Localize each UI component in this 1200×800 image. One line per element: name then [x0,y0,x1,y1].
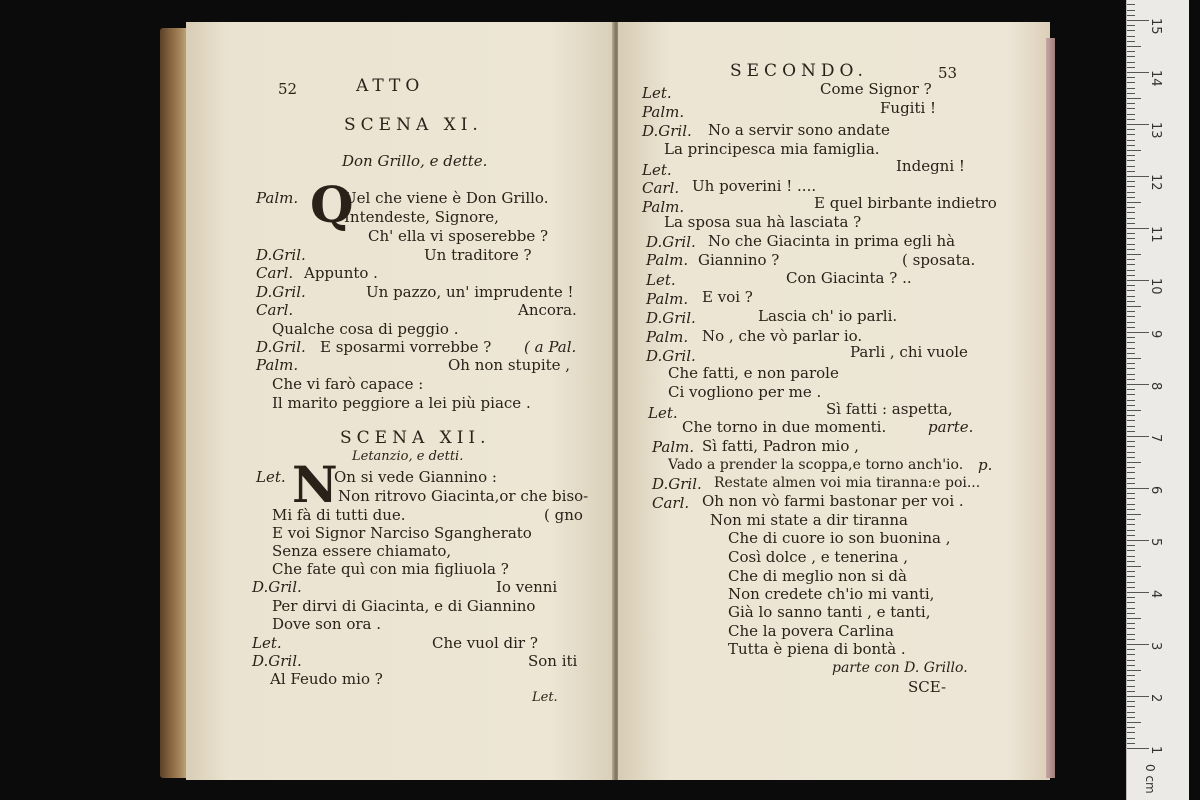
ruler-tick [1127,93,1135,94]
ruler-tick [1127,249,1135,250]
ruler-tick [1127,119,1135,120]
ruler-tick [1127,530,1135,531]
ruler-tick [1127,426,1135,427]
verse-line: Parli , chi vuole [850,343,968,361]
ruler-tick [1127,660,1135,661]
ruler-number: 4 [1148,590,1163,599]
ruler-tick [1127,545,1135,546]
ruler-tick [1127,114,1135,115]
ruler-tick [1127,748,1149,749]
ruler-tick [1127,394,1135,395]
verse-line: Oh non vò farmi bastonar per voi . [702,492,964,510]
verse-line: Vado a prender la scoppa,e torno anch'io. [668,457,964,473]
ruler-tick [1127,571,1135,572]
speaker: Palm. [652,438,695,456]
verse-line: Giannino ? [698,251,780,269]
ruler-tick [1127,680,1135,681]
ruler-tick [1127,623,1135,624]
speaker: Palm. [646,251,689,269]
ruler-number: 3 [1148,642,1163,651]
verse-line: Lascia ch' io parli. [758,307,898,325]
ruler-tick [1127,166,1135,167]
verse-line: Dove son ora . [272,615,382,633]
ruler-tick [1127,540,1149,541]
speaker: Carl. [256,301,294,319]
verse-line: ( gno [544,506,583,524]
ruler-tick [1127,77,1135,78]
ruler-tick [1127,670,1141,671]
ruler-tick [1127,644,1149,645]
ruler-tick [1127,597,1135,598]
ruler-tick [1127,348,1135,349]
ruler-tick [1127,415,1135,416]
ruler-tick [1127,639,1135,640]
ruler-tick [1127,4,1135,5]
ruler-tick [1127,524,1135,525]
verse-line: Che di cuore io son buonina , [728,529,951,547]
ruler-tick [1127,62,1135,63]
ruler-tick [1127,322,1135,323]
ruler-tick [1127,587,1135,588]
verse-line: Sì fatti, Padron mio , [702,437,859,455]
page-number: 52 [278,80,298,98]
verse-line: E quel birbante indietro [814,194,997,212]
speaker: Let. [252,634,282,652]
ruler-tick [1127,337,1135,338]
verse-line: E sposarmi vorrebbe ? [320,338,492,356]
verse-line: Che vi farò capace : [272,375,424,393]
verse-line: Ci vogliono per me . [668,383,822,401]
verse-line: On si vede Giannino : [334,468,497,486]
verse-line: Già lo sanno tanti , e tanti, [728,603,931,621]
speaker: Palm. [646,290,689,308]
ruler-tick [1127,566,1141,567]
speaker: Let. [642,161,672,179]
verse-line: Mi fà di tutti due. [272,506,406,524]
ruler-tick [1127,727,1135,728]
ruler-tick [1127,327,1135,328]
ruler-tick [1127,181,1135,182]
ruler-tick [1127,400,1135,401]
ruler-tick [1127,608,1135,609]
speaker: Carl. [642,179,680,197]
verse-line: Così dolce , e tenerina , [728,548,908,566]
verse-line: Qualche cosa di peggio . [272,320,459,338]
ruler-tick [1127,717,1135,718]
stage-direction: parte con D. Grillo. [832,660,968,676]
speaker: Palm. [642,103,685,121]
speaker: Let. [256,468,286,486]
drop-cap: Q [310,175,354,234]
ruler-tick [1127,56,1135,57]
ruler-tick [1127,368,1135,369]
ruler-number: 2 [1148,694,1163,703]
ruler-tick [1127,316,1135,317]
catchword: Let. [532,690,558,705]
ruler-tick [1127,238,1135,239]
ruler-tick [1127,519,1135,520]
scene-heading: SCENA XI. [344,115,483,135]
speaker: Let. [648,404,678,422]
ruler-tick [1127,696,1149,697]
speaker: Carl. [256,264,294,282]
ruler-tick [1127,488,1149,489]
ruler-number: 11 [1148,226,1163,243]
ruler-tick [1127,514,1141,515]
ruler-tick [1127,202,1141,203]
ruler-tick [1127,431,1135,432]
ruler-tick [1127,613,1135,614]
verse-line: Appunto . [304,264,378,282]
ruler-tick [1127,207,1135,208]
ruler-tick [1127,353,1135,354]
verse-line: Che fatti, e non parole [668,364,839,382]
ruler-tick [1127,649,1135,650]
ruler-tick [1127,25,1135,26]
verse-line: La sposa sua hà lasciata ? [664,213,862,231]
verse-line: Senza essere chiamato, [272,542,452,560]
ruler-number: 13 [1148,122,1163,139]
ruler-tick [1127,602,1135,603]
verse-line: Non credete ch'io mi vanti, [728,585,935,603]
ruler-tick [1127,228,1149,229]
ruler-tick [1127,254,1141,255]
verse-line: Che fate quì con mia figliuola ? [272,560,509,578]
ruler-tick [1127,197,1135,198]
scene-characters: Don Grillo, e dette. [342,152,488,170]
ruler-tick [1127,311,1135,312]
verse-line: Non ritrovo Giacinta,or che biso- [338,487,589,505]
ruler-tick [1127,618,1141,619]
ruler-tick [1127,186,1135,187]
ruler-tick [1127,103,1135,104]
verse-line: Un pazzo, un' imprudente ! [366,283,574,301]
speaker: D.Gril. [256,338,306,356]
speaker: D.Gril. [652,475,702,493]
verse-line: Uel che viene è Don Grillo. [344,189,549,207]
verse-line: Restate almen voi mia tiranna:e poi... [714,475,981,491]
verse-line: ( sposata. [902,251,976,269]
verse-line: Al Feudo mio ? [270,670,383,688]
ruler-tick [1127,342,1135,343]
verse-line: Un traditore ? [424,246,532,264]
ruler-tick [1127,582,1135,583]
open-book [160,22,1055,780]
ruler-tick [1127,446,1135,447]
ruler-tick [1127,176,1149,177]
verse-line: Che vuol dir ? [432,634,538,652]
ruler-tick [1127,374,1135,375]
ruler-tick [1127,171,1135,172]
ruler-tick [1127,155,1135,156]
ruler-tick [1127,134,1135,135]
ruler-tick [1127,504,1135,505]
ruler-tick [1127,738,1135,739]
ruler-tick [1127,457,1135,458]
ruler-tick [1127,98,1141,99]
ruler-tick [1127,701,1135,702]
ruler-tick [1127,706,1135,707]
ruler-tick [1127,192,1135,193]
right-page [618,22,1050,780]
ruler-tick [1127,634,1135,635]
ruler-tick [1127,556,1135,557]
ruler-tick [1127,576,1135,577]
ruler-tick [1127,675,1135,676]
ruler-tick [1127,550,1135,551]
ruler-tick [1127,30,1135,31]
ruler-tick [1127,218,1135,219]
ruler-tick [1127,498,1135,499]
ruler-tick [1127,15,1135,16]
ruler-tick [1127,483,1135,484]
book-fore-edge [1046,38,1055,778]
running-header: ATTO [356,76,425,96]
stage-direction: ( a Pal. [524,338,577,356]
verse-line: Il marito peggiore a lei più piace . [272,394,531,412]
stage-direction: parte. [928,418,974,436]
ruler-tick [1127,270,1135,271]
speaker: D.Gril. [256,283,306,301]
speaker: Palm. [256,189,299,207]
ruler-tick [1127,628,1135,629]
verse-line: Che la povera Carlina [728,622,894,640]
verse-line: Son iti [528,652,578,670]
speaker: D.Gril. [252,652,302,670]
ruler-tick [1127,275,1135,276]
ruler-number: 7 [1148,434,1163,443]
ruler-tick [1127,478,1135,479]
ruler-tick [1127,244,1135,245]
ruler-number: 6 [1148,486,1163,495]
verse-line: Fugiti ! [880,99,937,117]
ruler-tick [1127,72,1149,73]
verse-line: Io venni [496,578,558,596]
verse-line: Oh non stupite , [448,356,571,374]
ruler-tick [1127,493,1135,494]
verse-line: E voi ? [702,288,753,306]
scene-heading: SCENA XII. [340,428,491,448]
speaker: Let. [646,271,676,289]
measurement-ruler [1126,0,1189,800]
verse-line: Con Giacinta ? .. [786,269,912,287]
ruler-number: 15 [1148,18,1163,35]
verse-line: Tutta è piena di bontà . [728,640,906,658]
ruler-tick [1127,280,1149,281]
speaker: Palm. [256,356,299,374]
ruler-number: 8 [1148,382,1163,391]
ruler-tick [1127,264,1135,265]
verse-line: Ch' ella vi sposerebbe ? [368,227,549,245]
verse-line: La principesca mia famiglia. [664,140,880,158]
ruler-tick [1127,124,1149,125]
ruler-tick [1127,160,1135,161]
ruler-tick [1127,592,1149,593]
left-page [186,22,614,780]
ruler-number: 1 [1148,746,1163,755]
verse-line: No a servir sono andate [708,121,890,139]
ruler-tick [1127,233,1135,234]
ruler-tick [1127,509,1135,510]
ruler-tick [1127,306,1141,307]
ruler-number: 9 [1148,330,1163,339]
verse-line: Per dirvi di Giacinta, e di Giannino [272,597,536,615]
ruler-tick [1127,108,1135,109]
verse-line: Non mi state a dir tiranna [710,511,908,529]
ruler-tick [1127,452,1135,453]
ruler-number: 12 [1148,174,1163,191]
verse-line: Intendeste, Signore, [344,208,499,226]
ruler-tick [1127,10,1135,11]
ruler-tick [1127,88,1135,89]
speaker: D.Gril. [646,233,696,251]
stage-direction: p. [978,456,993,474]
ruler-tick [1127,296,1135,297]
ruler-tick [1127,41,1135,42]
speaker: D.Gril. [646,347,696,365]
ruler-tick [1127,332,1149,333]
ruler-unit: 0 cm [1143,764,1157,794]
verse-line: Indegni ! [896,157,965,175]
speaker: D.Gril. [256,246,306,264]
verse-line: Uh poverini ! .... [692,177,817,195]
verse-line: Che di meglio non si dà [728,567,907,585]
ruler-tick [1127,129,1135,130]
ruler-tick [1127,441,1135,442]
ruler-tick [1127,212,1135,213]
ruler-tick [1127,561,1135,562]
ruler-tick [1127,290,1135,291]
ruler-tick [1127,150,1141,151]
ruler-number: 5 [1148,538,1163,547]
speaker: D.Gril. [642,122,692,140]
speaker: Carl. [652,494,690,512]
verse-line: No , che vò parlar io. [702,327,863,345]
verse-line: E voi Signor Narciso Sgangherato [272,524,532,542]
ruler-tick [1127,420,1135,421]
ruler-tick [1127,405,1135,406]
speaker: Palm. [642,198,685,216]
ruler-tick [1127,535,1135,536]
ruler-tick [1127,358,1141,359]
catchword: SCE- [908,678,947,696]
ruler-tick [1127,462,1141,463]
ruler-tick [1127,259,1135,260]
ruler-tick [1127,51,1135,52]
speaker: D.Gril. [646,309,696,327]
ruler-tick [1127,46,1141,47]
ruler-number: 10 [1148,278,1163,295]
verse-line: Ancora. [518,301,577,319]
ruler-tick [1127,467,1135,468]
ruler-tick [1127,223,1135,224]
ruler-tick [1127,301,1135,302]
ruler-tick [1127,363,1135,364]
drop-cap: N [292,455,338,514]
ruler-tick [1127,285,1135,286]
speaker: Palm. [646,328,689,346]
verse-line: Sì fatti : aspetta, [826,400,953,418]
ruler-tick [1127,722,1141,723]
ruler-tick [1127,140,1135,141]
scene-characters: Letanzio, e detti. [352,449,464,464]
ruler-tick [1127,472,1135,473]
speaker: D.Gril. [252,578,302,596]
ruler-tick [1127,743,1135,744]
ruler-tick [1127,691,1135,692]
speaker: Let. [642,84,672,102]
ruler-tick [1127,712,1135,713]
ruler-tick [1127,82,1135,83]
ruler-tick [1127,36,1135,37]
running-header: SECONDO. [730,61,868,81]
verse-line: Come Signor ? [820,80,932,98]
ruler-tick [1127,67,1135,68]
ruler-tick [1127,410,1141,411]
ruler-tick [1127,665,1135,666]
verse-line: Che torno in due momenti. [682,418,887,436]
page-number: 53 [938,64,958,82]
ruler-tick [1127,379,1135,380]
ruler-tick [1127,732,1135,733]
ruler-tick [1127,384,1149,385]
ruler-tick [1127,686,1135,687]
verse-line: No che Giacinta in prima egli hà [708,232,956,250]
ruler-tick [1127,436,1149,437]
ruler-tick [1127,654,1135,655]
ruler-tick [1127,20,1149,21]
ruler-tick [1127,389,1135,390]
ruler-number: 14 [1148,70,1163,87]
ruler-tick [1127,145,1135,146]
